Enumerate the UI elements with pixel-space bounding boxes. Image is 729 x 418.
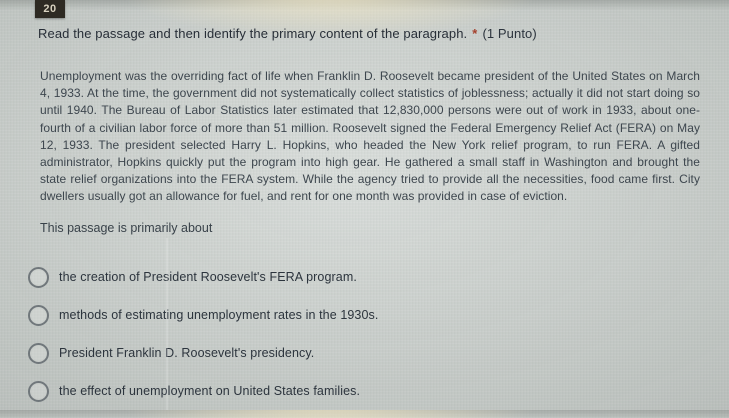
- option-row-1[interactable]: [28, 266, 688, 288]
- required-asterisk: *: [472, 26, 478, 41]
- question-number: 20: [43, 3, 57, 15]
- option-row-3[interactable]: [28, 342, 688, 364]
- option-label-4: the effect of unemployment on United States families.: [59, 384, 361, 398]
- option-label-1: the creation of President Roosevelt's FERA program.: [59, 270, 357, 284]
- option-label-2: methods of estimating unemployment rates in the 1930s.: [59, 308, 379, 322]
- passage-prompt: This passage is primarily about: [40, 221, 213, 235]
- radio-unselected-icon[interactable]: [28, 305, 49, 326]
- radio-unselected-icon[interactable]: [28, 381, 49, 402]
- radio-unselected-icon[interactable]: [28, 343, 49, 364]
- question-title: [38, 26, 678, 41]
- option-label-3: President Franklin D. Roosevelt's presidency.: [59, 346, 315, 360]
- points-label: (1 Punto): [482, 26, 537, 41]
- option-row-2[interactable]: [28, 304, 688, 326]
- option-row-4[interactable]: [28, 380, 688, 402]
- options-list: [28, 266, 688, 418]
- question-number-badge: [35, 0, 65, 18]
- radio-unselected-icon[interactable]: [28, 267, 49, 288]
- passage-text: Unemployment was the overriding fact of life when Franklin D. Roosevelt became president of the United States on March 4, 1933. At the time, the government did not systematically collect statistics of joblessness; actually it did not start doing so until 1940. The Bureau of Labor Statistics later estimated that 12,830,000 persons were out of work in 1933, about one-fourth of a civilian labor force of more than 51 million. Roosevelt signed the Federal Emergency Relief Act (FERA) on May 12, 1933. The president selected Harry L. Hopkins, who headed the New York relief program, to run FERA. A gifted administrator, Hopkins quickly put the program into high gear. He gathered a small staff in Washington and brought the state relief organizations into the FERA system. While the agency tried to provide all the necessities, food came first. City dwellers usually got an allowance for fuel, and rent for one month was provided in case of eviction.: [40, 69, 700, 204]
- question-text: Read the passage and then identify the primary content of the paragraph.: [38, 26, 468, 41]
